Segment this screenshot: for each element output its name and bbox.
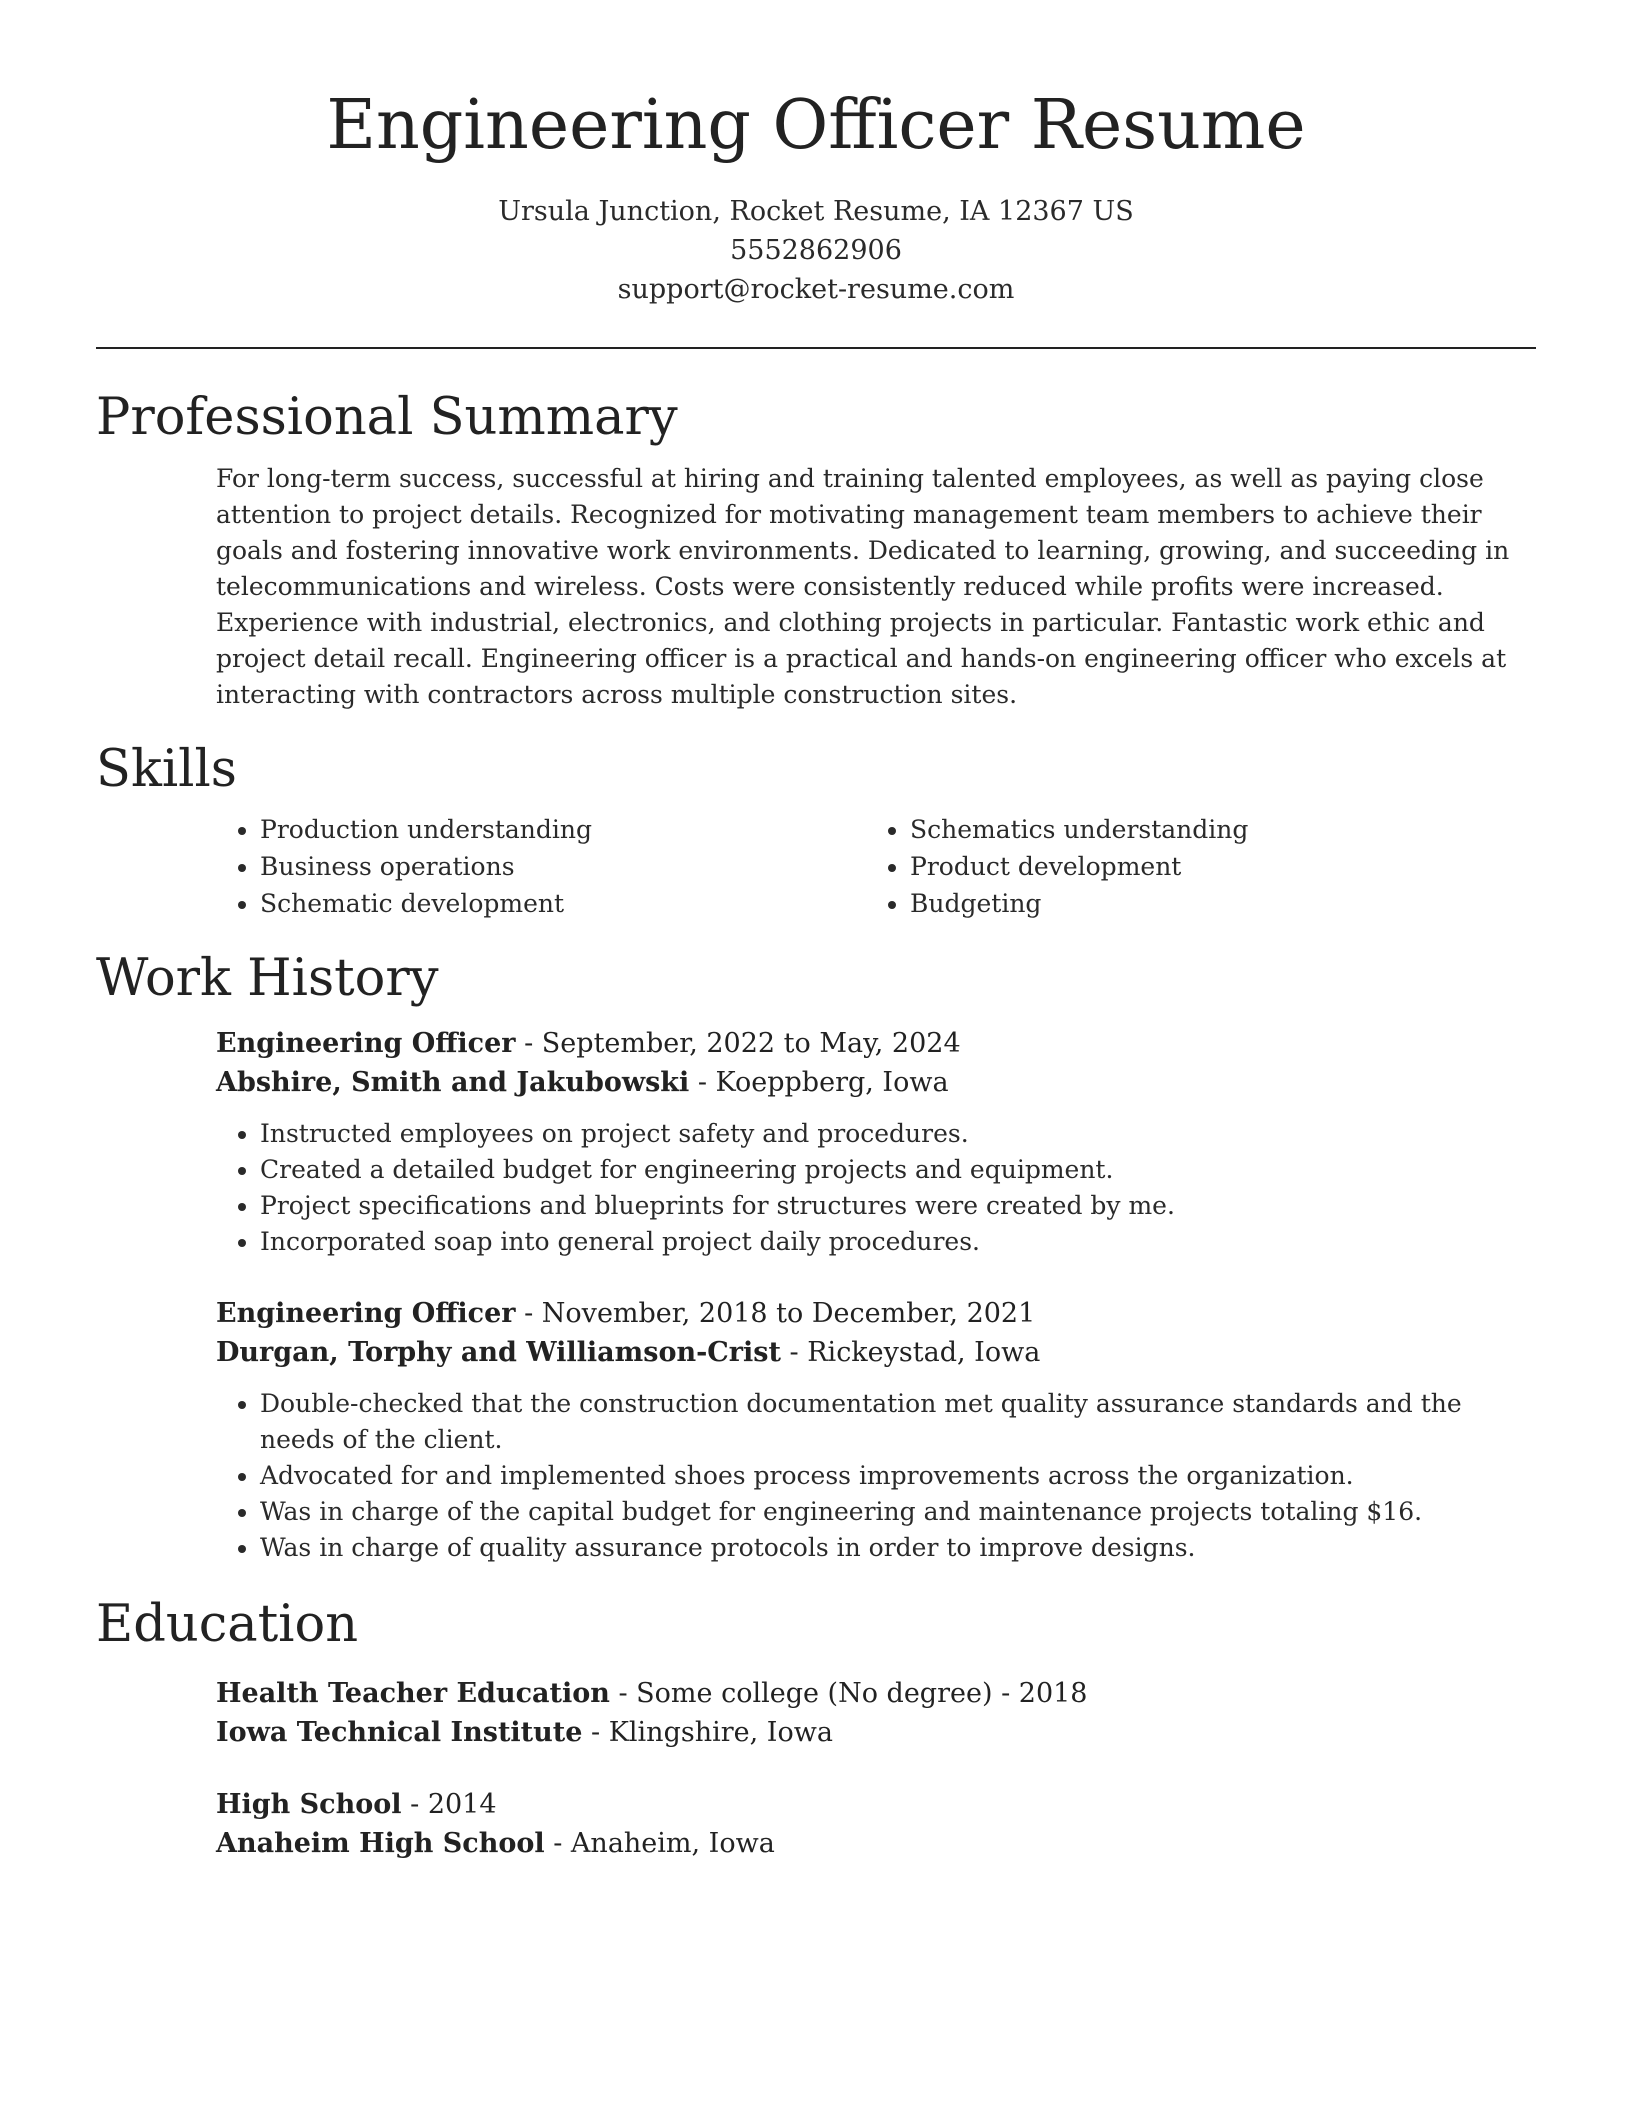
education-program-line <box>216 1674 1536 1713</box>
contact-phone: 5552862906 <box>730 235 902 266</box>
work-history-heading: Work History <box>96 949 439 1008</box>
job-dates: - November, 2018 to December, 2021 <box>515 1298 1036 1329</box>
job-bullet: • Was in charge of the capital budget for engineering and maintenance projects totaling $16. <box>260 1494 1536 1530</box>
job-bullet: • Created a detailed budget for engineering projects and equipment. <box>260 1152 1536 1188</box>
contact-email: support@rocket-resume.com <box>617 274 1015 305</box>
job-bullet: • Was in charge of quality assurance protocols in order to improve designs. <box>260 1530 1536 1566</box>
job-location: - Rickeystad, Iowa <box>780 1337 1041 1368</box>
skill-item: • Product development <box>910 848 1506 885</box>
job-bullet: • Project specifications and blueprints for structures were created by me. <box>260 1188 1536 1224</box>
skills-heading: Skills <box>96 740 237 799</box>
job-title: Engineering Officer <box>216 1298 516 1329</box>
job-bullet: • Incorporated soap into general project daily procedures. <box>260 1224 1536 1260</box>
education-detail: - Some college (No degree) - 2018 <box>609 1678 1088 1709</box>
education-location: - Klingshire, Iowa <box>582 1717 833 1748</box>
skill-item: • Schematics understanding <box>910 811 1506 848</box>
summary-text: For long-term success, successful at hiring and training talented employees, as well as paying close attention to project details. Recognized for motivating management team members to achieve their goals and fostering innovative work environments. Dedicated to learning, growing, and succeeding in telecommunications and wireless. Costs were consistently reduced while profits were increased. Experience with industrial, electronics, and clothing projects in particular. Fantastic work ethic and project detail recall. Engineering officer is a practical and hands-on engineering officer who excels at interacting with contractors across multiple construction sites. <box>216 464 1510 709</box>
skills-column-left <box>216 811 866 922</box>
header-divider <box>96 347 1536 349</box>
job-company: Durgan, Torphy and Williamson-Crist <box>216 1337 781 1368</box>
resume-page <box>96 0 1536 1863</box>
job-company-line <box>216 1333 1536 1372</box>
education-program-line <box>216 1785 1536 1824</box>
education-school-line <box>216 1713 1536 1752</box>
skill-item: • Schematic development <box>260 885 866 922</box>
skills-column-right <box>866 811 1506 922</box>
education-school-line <box>216 1824 1536 1863</box>
education-location: - Anaheim, Iowa <box>544 1828 775 1859</box>
job-bullet: • Advocated for and implemented shoes process improvements across the organization. <box>260 1458 1536 1494</box>
skill-item: • Budgeting <box>910 885 1506 922</box>
education-heading: Education <box>96 1595 359 1654</box>
resume-title: Engineering Officer Resume <box>326 86 1306 165</box>
job-dates: - September, 2022 to May, 2024 <box>515 1028 961 1059</box>
job-title-line <box>216 1024 1536 1063</box>
job-title: Engineering Officer <box>216 1028 516 1059</box>
education-school: Anaheim High School <box>216 1828 545 1859</box>
education-entry <box>216 1785 1536 1863</box>
education-school: Iowa Technical Institute <box>216 1717 583 1748</box>
job-bullet: • Double-checked that the construction documentation met quality assurance standards and the needs of the client. <box>260 1386 1536 1458</box>
job-location: - Koeppberg, Iowa <box>689 1067 949 1098</box>
job-entry <box>216 1294 1536 1566</box>
contact-block <box>96 192 1536 309</box>
resume-header <box>96 0 1536 309</box>
job-title-line <box>216 1294 1536 1333</box>
job-entry <box>216 1024 1536 1260</box>
education-detail: - 2014 <box>401 1789 497 1820</box>
summary-heading: Professional Summary <box>96 388 678 447</box>
education-program: Health Teacher Education <box>216 1678 610 1709</box>
education-program: High School <box>216 1789 402 1820</box>
skill-item: • Business operations <box>260 848 866 885</box>
job-bullets <box>216 1116 1536 1260</box>
skill-item: • Production understanding <box>260 811 866 848</box>
job-company: Abshire, Smith and Jakubowski <box>216 1067 690 1098</box>
job-company-line <box>216 1063 1536 1102</box>
skills-list <box>216 811 1536 922</box>
job-bullet: • Instructed employees on project safety and procedures. <box>260 1116 1536 1152</box>
job-bullets <box>216 1386 1536 1566</box>
education-entry <box>216 1674 1536 1752</box>
contact-address: Ursula Junction, Rocket Resume, IA 12367 US <box>498 196 1134 227</box>
